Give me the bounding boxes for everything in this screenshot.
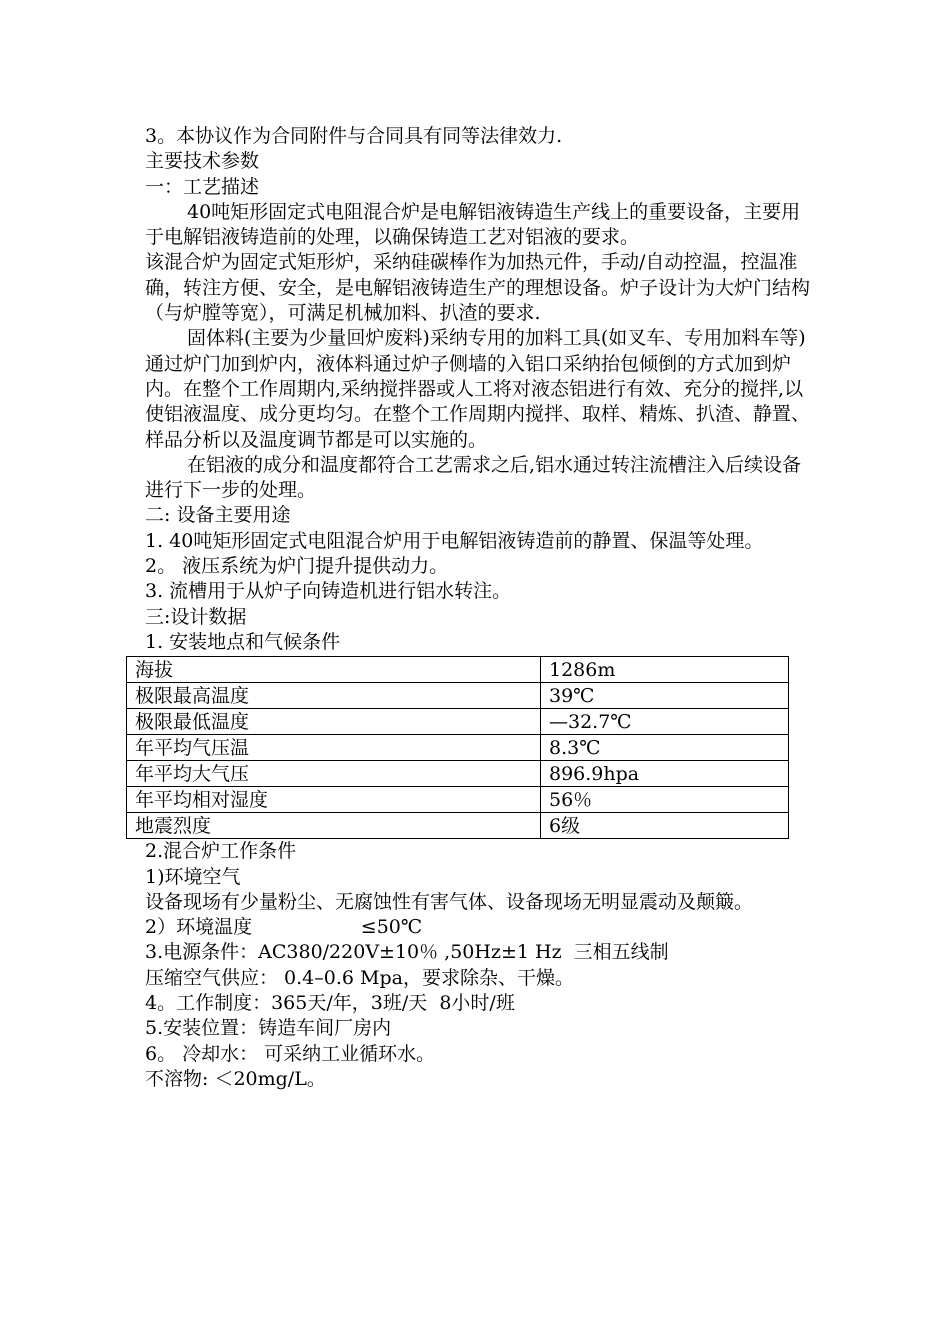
table-row: [127, 657, 789, 683]
main-tech-params-heading: 主要技术参数: [145, 150, 260, 173]
table-cell-label: 海拔: [127, 657, 541, 683]
table-row: [127, 683, 789, 709]
table-cell-value: 1286m: [541, 657, 789, 683]
ambient-temperature-line: 2）环境温度 ≤50℃: [145, 916, 423, 939]
table-row: [127, 813, 789, 839]
design-data-heading: 三:设计数据: [145, 605, 247, 628]
table-cell-label: 极限最低温度: [127, 709, 541, 735]
table-row: [127, 709, 789, 735]
intro-paragraph: 40吨矩形固定式电阻混合炉是电解铝液铸造生产线上的重要设备，主要用于电解铝液铸造前的处理，以确保铸造工艺对铝液的要求。: [145, 200, 801, 249]
insoluble-matter-line: 不溶物: ＜20mg/L。: [145, 1067, 326, 1090]
table-row: [127, 735, 789, 761]
usage-item-3: 3. 流槽用于从炉子向铸造机进行铝水转注。: [145, 580, 512, 603]
table-cell-label: 极限最高温度: [127, 683, 541, 709]
ambient-air-heading: 1)环境空气: [145, 865, 241, 888]
document-body: [135, 124, 813, 1092]
usage-item-2: 2。 液压系统为炉门提升提供动力。: [145, 555, 449, 578]
table-cell-label: 地震烈度: [127, 813, 541, 839]
feeding-paragraph: 固体料(主要为少量回炉废料)采纳专用的加料工具(如叉车、专用加料车等)通过炉门加到炉内，液体料通过炉子侧墙的入铝口采纳抬包倾倒的方式加到炉内。在整个工作周期内,采纳搅拌器或人工将对液态铝进行有效、充分的搅拌,以使铝液温度、成分更均匀。在整个工作周期内搅拌、取样、精炼、扒渣、静置、样品分析以及温度调节都是可以实施的。: [145, 327, 811, 451]
usage-heading: 二: 设备主要用途: [145, 504, 291, 527]
table-cell-value: 56％: [541, 787, 789, 813]
table-cell-value: 896.9hpa: [541, 761, 789, 787]
table-row: [127, 787, 789, 813]
table-cell-value: —32.7℃: [541, 709, 789, 735]
table-cell-label: 年平均大气压: [127, 761, 541, 787]
cooling-water-line: 6。 冷却水： 可采纳工业循环水。: [145, 1042, 436, 1065]
table-cell-label: 年平均相对湿度: [127, 787, 541, 813]
work-system-line: 4。工作制度：365天/年，3班/天 8小时/班: [145, 992, 515, 1015]
table-cell-value: 8.3℃: [541, 735, 789, 761]
power-supply-line: 3.电源条件：AC380/220V±10％ ,50Hz±1 Hz 三相五线制: [145, 941, 669, 964]
compressed-air-line: 压缩空气供应： 0.4–0.6 Mpa，要求除杂、干燥。: [145, 966, 574, 989]
working-conditions-heading: 2.混合炉工作条件: [145, 840, 297, 863]
furnace-paragraph: 该混合炉为固定式矩形炉，采纳硅碳棒作为加热元件，手动/自动控温，控温准确，转注方便、安全，是电解铝液铸造生产的理想设备。炉子设计为大炉门结构（与炉膛等宽），可满足机械加料、扒渣的要求.: [145, 251, 811, 325]
agreement-paragraph: 3。本协议作为合同附件与合同具有同等法律效力.: [145, 125, 563, 147]
climate-table: [126, 656, 789, 839]
site-climate-heading: 1. 安装地点和气候条件: [145, 630, 341, 653]
table-row: [127, 761, 789, 787]
table-cell-value: 39℃: [541, 683, 789, 709]
install-location-line: 5.安装位置：铸造车间厂房内: [145, 1017, 392, 1040]
table-cell-value: 6级: [541, 813, 789, 839]
process-description-heading: 一：工艺描述: [145, 175, 260, 198]
ambient-air-paragraph: 设备现场有少量粉尘、无腐蚀性有害气体、设备现场无明显震动及颠簸。: [145, 890, 754, 913]
usage-item-1: 1. 40吨矩形固定式电阻混合炉用于电解铝液铸造前的静置、保温等处理。: [145, 529, 764, 552]
table-cell-label: 年平均气压温: [127, 735, 541, 761]
transfer-paragraph: 在铝液的成分和温度都符合工艺需求之后,铝水通过转注流槽注入后续设备进行下一步的处理。: [145, 453, 802, 502]
